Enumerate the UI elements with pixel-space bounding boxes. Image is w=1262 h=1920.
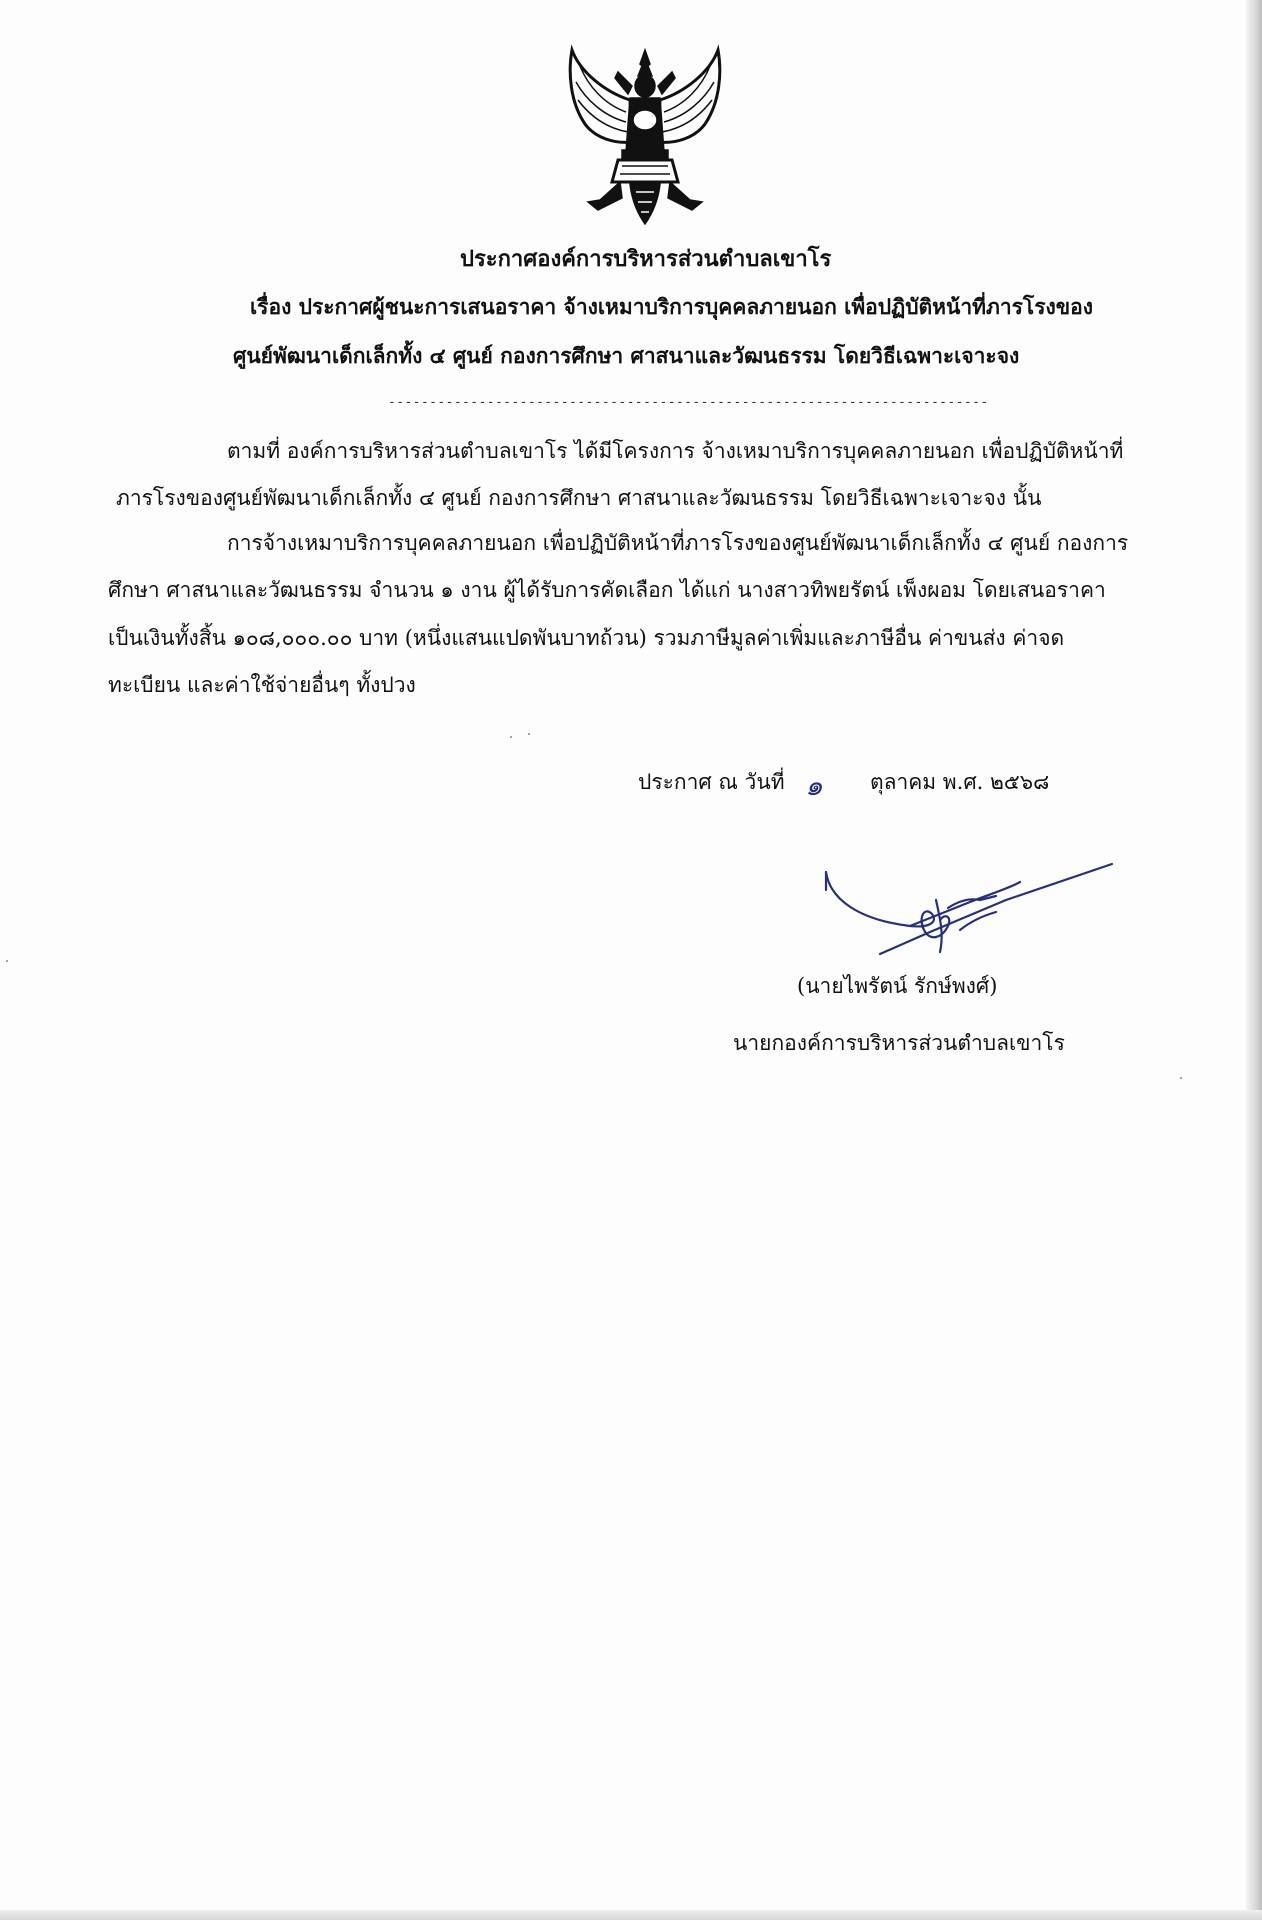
subject-line: เรื่อง ประกาศผู้ชนะการเสนอราคา จ้างเหมาบริการบุคคลภายนอก เพื่อปฏิบัติหน้าที่ภารโรงของ: [250, 294, 1093, 319]
handwritten-day: ๑: [805, 769, 823, 802]
page-edge-shadow: [1246, 0, 1262, 1920]
paper-speck: [6, 960, 8, 962]
paper-speck: [510, 736, 512, 738]
page-bottom-edge: [0, 1910, 1262, 1920]
announcement-date: [638, 772, 1049, 793]
paragraph-1-line-1: ตามที่ องค์การบริหารส่วนตำบลเขาโร ได้มีโครงการ จ้างเหมาบริการบุคคลภายนอก เพื่อปฏิบัติหน้าที่: [227, 439, 1124, 463]
signatory-name: (นายไพรัตน์ รักษ์พงศ์): [797, 974, 998, 998]
document-title: ประกาศองค์การบริหารส่วนตำบลเขาโร: [460, 246, 832, 272]
paragraph-1-line-2: ภารโรงของศูนย์พัฒนาเด็กเล็กทั้ง ๔ ศูนย์ กองการศึกษา ศาสนาและวัฒนธรรม โดยวิธีเฉพาะเจาะจง นั้น: [116, 486, 1042, 510]
paper-speck: [528, 733, 530, 735]
paper-speck: [1180, 1077, 1182, 1079]
handwritten-signature-icon: [820, 860, 1120, 960]
signatory-position: นายกองค์การบริหารส่วนตำบลเขาโร: [733, 1031, 1065, 1055]
paragraph-2-line-2: ศึกษา ศาสนาและวัฒนธรรม จำนวน ๑ งาน ผู้ได้รับการคัดเลือก ได้แก่ นางสาวทิพยรัตน์ เพ็งผอม โดยเสนอราคา: [108, 578, 1106, 602]
subject-line-continued: ศูนย์พัฒนาเด็กเล็กทั้ง ๔ ศูนย์ กองการศึกษา ศาสนาและวัฒนธรรม โดยวิธีเฉพาะเจาะจง: [233, 343, 1020, 368]
date-prefix: ประกาศ ณ วันที่: [638, 770, 785, 794]
paragraph-2-line-1: การจ้างเหมาบริการบุคคลภายนอก เพื่อปฏิบัติหน้าที่ภารโรงของศูนย์พัฒนาเด็กเล็กทั้ง ๔ ศูนย์ กองการ: [227, 531, 1129, 555]
header-divider: -------------------------------------------------------------------------: [388, 395, 989, 410]
garuda-emblem-icon: [560, 42, 730, 232]
paragraph-2-line-4: ทะเบียน และค่าใช้จ่ายอื่นๆ ทั้งปวง: [108, 673, 416, 697]
date-month-year: ตุลาคม พ.ศ. ๒๕๖๘: [869, 770, 1050, 794]
paragraph-2-line-3: เป็นเงินทั้งสิ้น ๑๐๘,๐๐๐.๐๐ บาท (หนึ่งแสนแปดพันบาทถ้วน) รวมภาษีมูลค่าเพิ่มและภาษีอื่น ค่าขนส่ง ค่าจด: [108, 626, 1065, 650]
